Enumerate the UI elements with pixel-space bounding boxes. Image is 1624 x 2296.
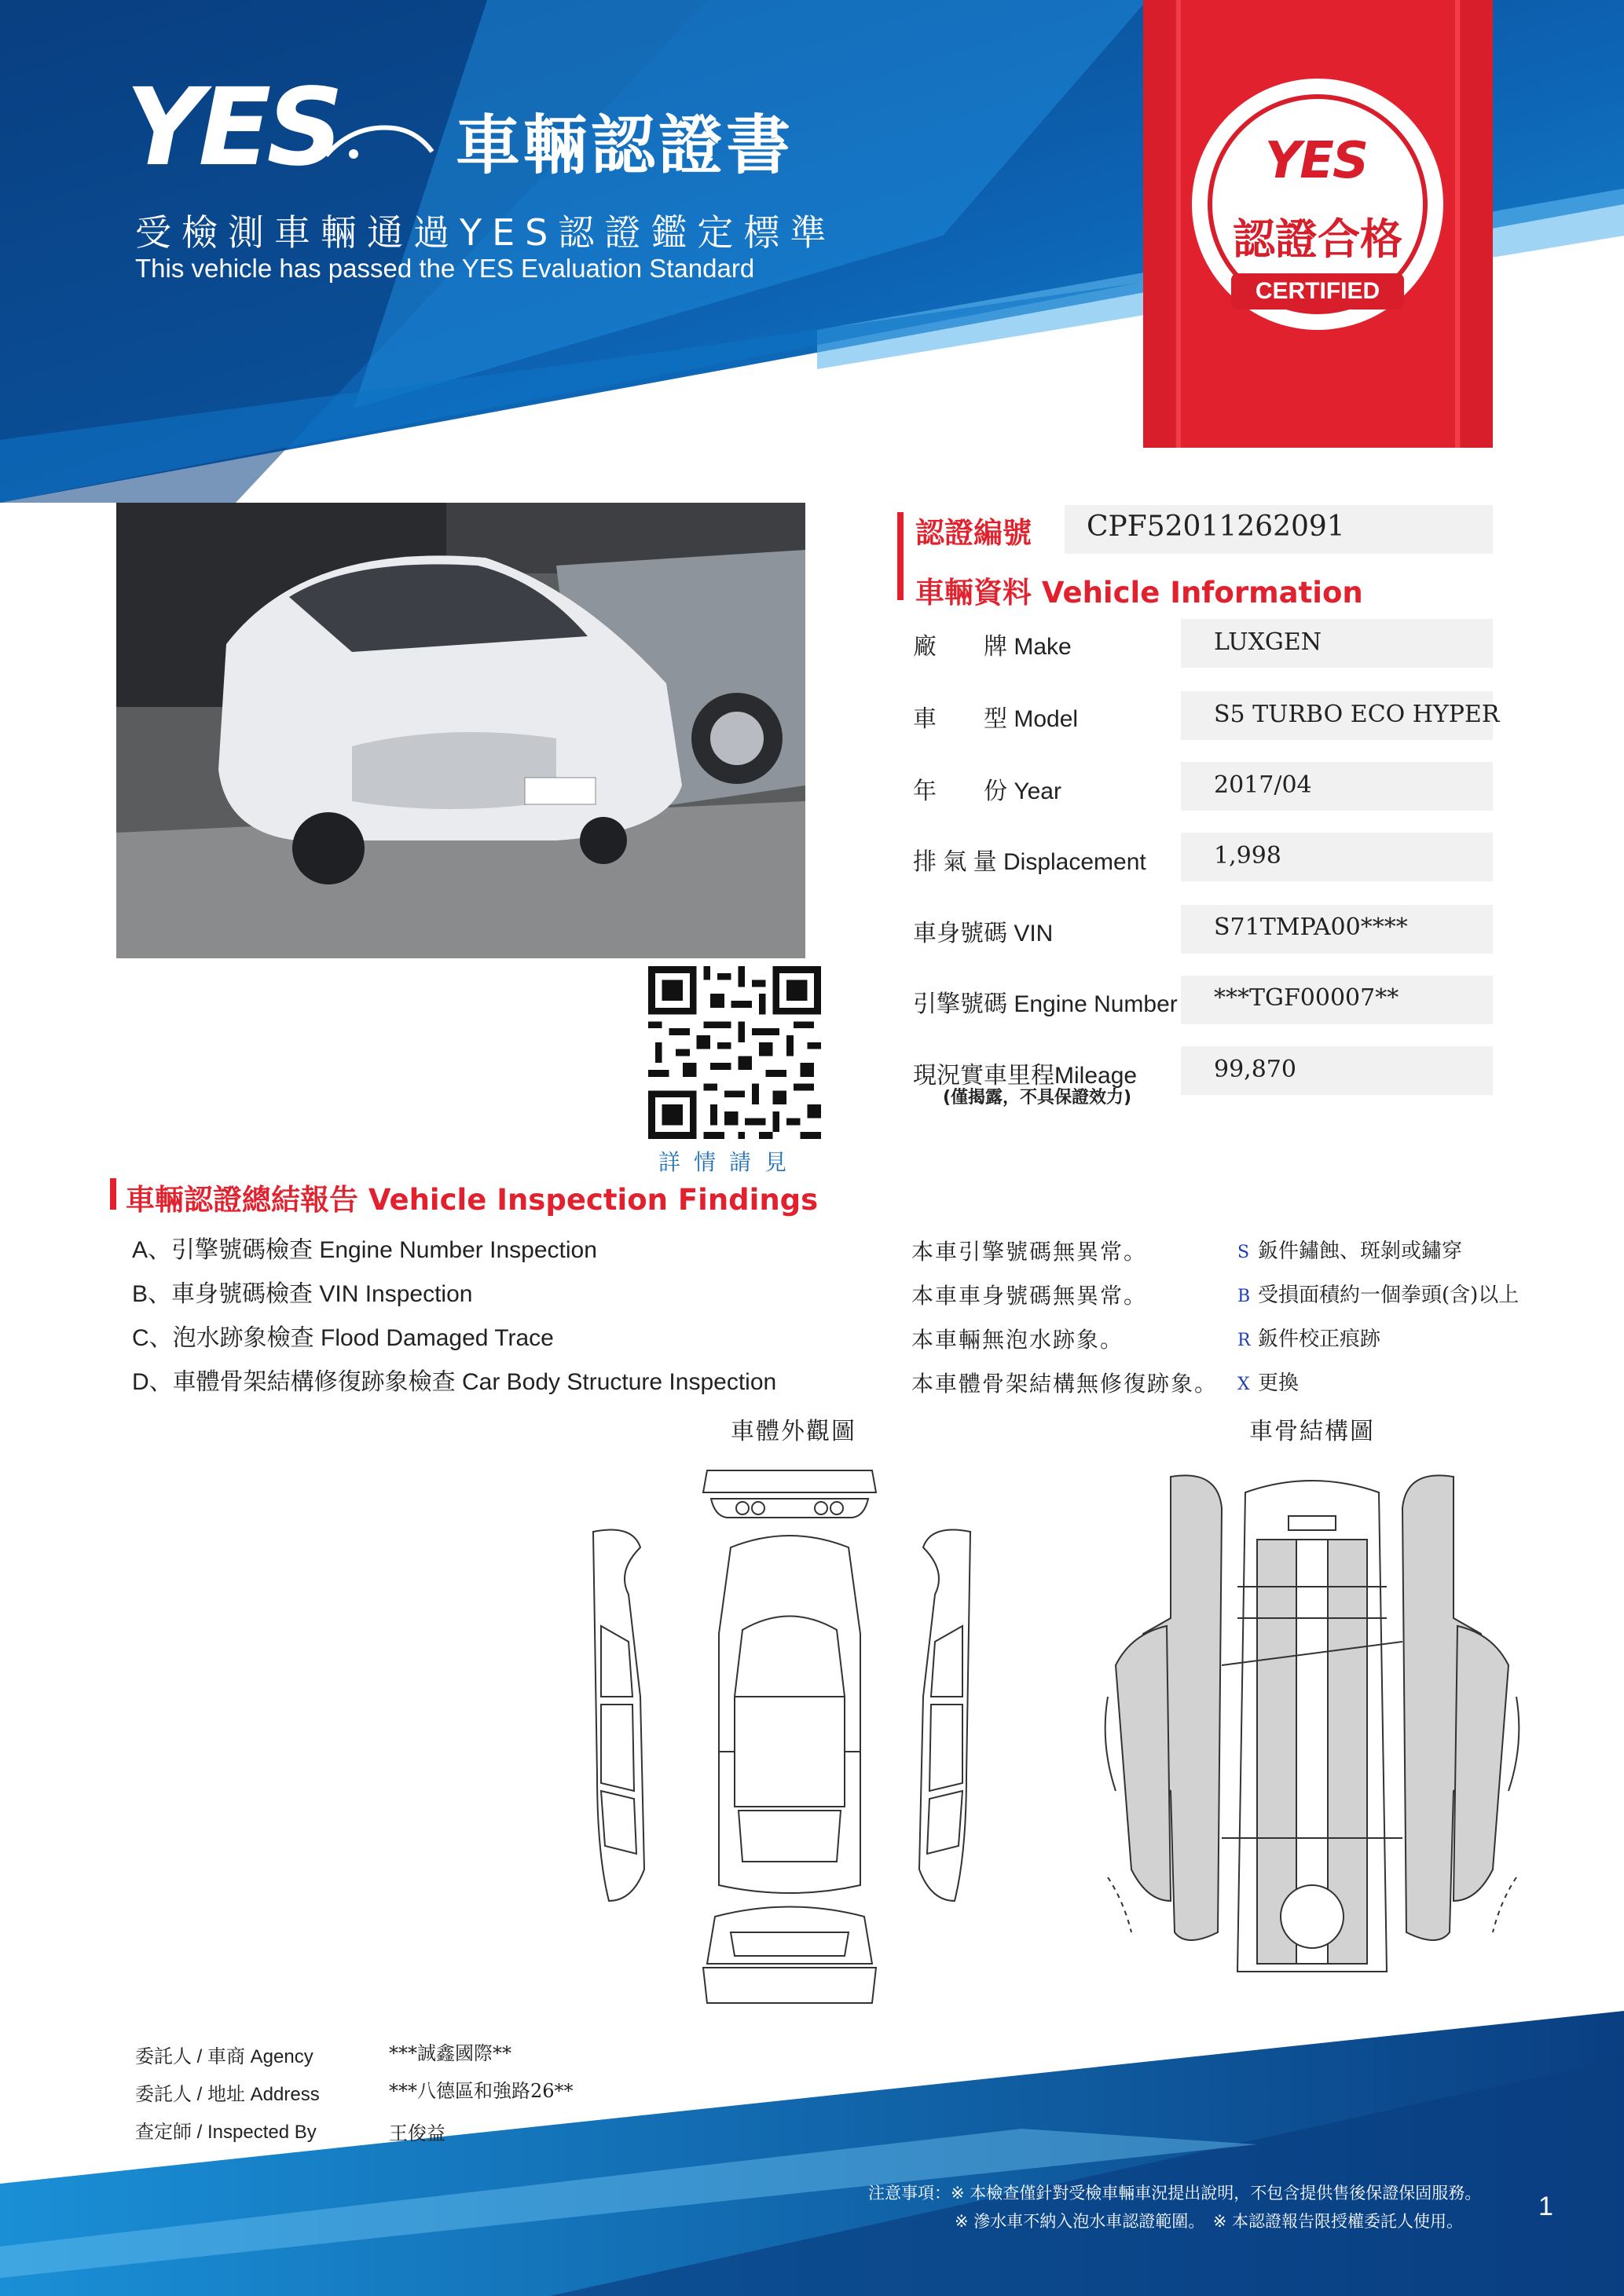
legend-item-s — [1237, 1235, 1462, 1264]
legend-text-x: 更換 — [1258, 1371, 1300, 1395]
info-value-model: S5 TURBO ECO HYPER — [1214, 701, 1500, 728]
vehicle-info-heading: 車輛資料 Vehicle Information — [915, 576, 1363, 610]
yes-logo — [126, 66, 424, 190]
legend-symbol-s: S — [1237, 1243, 1250, 1262]
page-number: 1 — [1538, 2192, 1553, 2221]
cert-number-value: CPF52011262091 — [1087, 511, 1345, 543]
vehicle-photo — [116, 503, 805, 958]
qr-caption: 詳情請見 — [658, 1149, 801, 1175]
info-label-engine-number: 引擎號碼 Engine Number — [913, 991, 1178, 1017]
info-value-make: LUXGEN — [1214, 628, 1322, 656]
finding-label-d: D、車體骨架結構修復跡象檢查 Car Body Structure Inspection — [132, 1369, 777, 1395]
certified-ribbon — [1143, 0, 1493, 448]
exterior-diagram — [585, 1461, 978, 2007]
exterior-diagram-title: 車體外觀圖 — [731, 1418, 856, 1445]
info-value-year: 2017/04 — [1214, 771, 1312, 799]
subtitle-zh: 受檢測車輛通過YES認證鑑定標準 — [135, 211, 837, 254]
info-value-engine-number: ***TGF00007** — [1214, 984, 1399, 1012]
finding-result-d: 本車體骨架結構無修復跡象。 — [911, 1371, 1219, 1397]
notice-line-1: 注意事項：※ 本檢查僅針對受檢車輛車況提出說明，不包含提供售後保證保固服務。 — [868, 2184, 1482, 2203]
legend-text-b: 受損面積約一個拳頭(含)以上 — [1258, 1283, 1520, 1307]
inspector-value: 王俊益 — [389, 2122, 445, 2144]
info-value-mileage: 99,870 — [1214, 1056, 1296, 1083]
finding-result-c: 本車輛無泡水跡象。 — [911, 1327, 1124, 1353]
document-title: 車輛認證書 — [456, 108, 794, 183]
notice-line-2: ※ 滲水車不納入泡水車認證範圍。 ※ 本認證報告限授權委託人使用。 — [955, 2212, 1464, 2231]
finding-label-b: B、車身號碼檢查 VIN Inspection — [132, 1281, 473, 1307]
info-label-vin: 車身號碼 VIN — [913, 921, 1054, 947]
finding-result-a: 本車引擎號碼無異常。 — [911, 1239, 1148, 1265]
inspector-label: 查定師 / Inspected By — [135, 2122, 317, 2143]
mileage-note: (僅揭露，不具保證效力) — [943, 1088, 1132, 1108]
address-value: ***八德區和強路26** — [389, 2080, 574, 2102]
agency-label: 委託人 / 車商 Agency — [135, 2046, 313, 2067]
info-label-model: 車 型 Model — [913, 706, 1079, 732]
qr-code[interactable] — [648, 966, 821, 1139]
agency-value: ***誠鑫國際** — [389, 2042, 511, 2064]
car-swoosh-icon — [322, 108, 440, 163]
info-label-displacement: 排 氣 量 Displacement — [913, 849, 1146, 875]
legend-symbol-b: B — [1237, 1287, 1251, 1306]
seal-logo: YES — [1264, 132, 1368, 190]
address-label: 委託人 / 地址 Address — [135, 2084, 320, 2105]
cert-number-label: 認證編號 — [915, 516, 1032, 550]
structure-diagram — [1100, 1461, 1524, 1983]
finding-label-c: C、泡水跡象檢查 Flood Damaged Trace — [132, 1325, 554, 1351]
findings-heading: 車輛認證總結報告 Vehicle Inspection Findings — [126, 1183, 819, 1217]
legend-item-r — [1237, 1323, 1380, 1352]
info-label-mileage: 現況實車里程Mileage — [913, 1063, 1138, 1089]
structure-diagram-title: 車骨結構圖 — [1249, 1418, 1375, 1445]
seal-text-en — [1231, 273, 1404, 309]
legend-symbol-x: X — [1237, 1375, 1250, 1394]
legend-text-r: 鈑件校正痕跡 — [1258, 1327, 1381, 1351]
info-value-vin: S71TMPA00**** — [1214, 914, 1408, 941]
seal-text-en-label: CERTIFIED — [1255, 278, 1380, 304]
finding-result-b: 本車車身號碼無異常。 — [911, 1283, 1148, 1309]
info-value-displacement: 1,998 — [1214, 842, 1281, 870]
section-marker — [897, 512, 904, 600]
legend-symbol-r: R — [1237, 1331, 1251, 1350]
legend-item-b — [1237, 1279, 1519, 1308]
legend-item-x — [1237, 1367, 1299, 1396]
legend-text-s: 鈑件鏽蝕、斑剝或鏽穿 — [1258, 1240, 1463, 1263]
info-label-make: 廠 牌 Make — [913, 634, 1072, 660]
seal-text-zh: 認證合格 — [1233, 214, 1402, 264]
yes-logo-text: YES — [126, 66, 339, 190]
findings-marker — [110, 1178, 116, 1210]
finding-label-a: A、引擎號碼檢查 Engine Number Inspection — [132, 1237, 597, 1263]
subtitle-en: This vehicle has passed the YES Evaluation Standard — [135, 254, 755, 283]
info-label-year: 年 份 Year — [913, 778, 1061, 804]
